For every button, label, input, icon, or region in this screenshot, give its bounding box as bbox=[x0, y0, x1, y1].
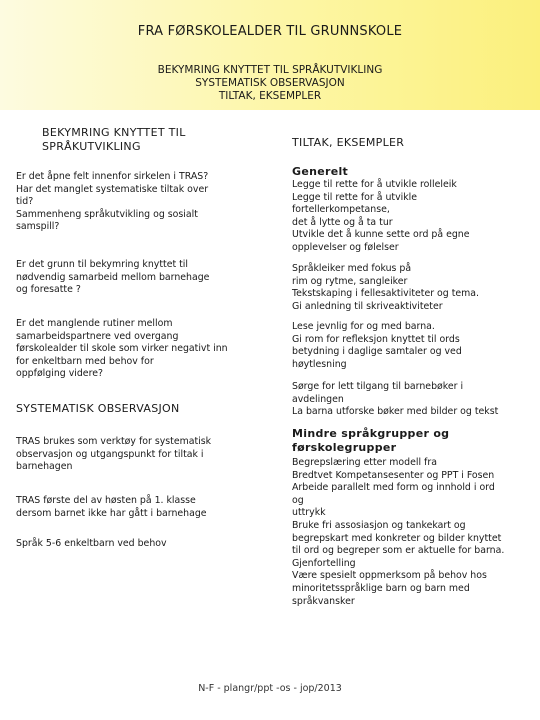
subtitle-line: SYSTEMATISK OBSERVASJON bbox=[195, 77, 345, 89]
generelt-heading: Generelt bbox=[292, 165, 349, 178]
measures-block: Legge til rette for å utvikle rolleleik Legge til rette for å utvikle fortellerkompetanse, det å lytte og å ta tur Utvikle det å kunne sette ord på egne opplevelser og følelser bbox=[292, 179, 470, 253]
observation-block: TRAS brukes som verktøy for systematisk observasjon og utgangspunkt for tiltak i barnehagen bbox=[16, 436, 212, 473]
concern-question-block: Er det manglende rutiner mellom samarbeidspartnere ved overgang førskolealder til skole som virker negativt inn for enkeltbarn med behov for oppfølging videre? bbox=[16, 318, 228, 380]
observation-block: TRAS første del av høsten på 1. klasse dersom barnet ikke har gått i barnehage bbox=[16, 495, 207, 519]
page-subtitle bbox=[0, 64, 540, 103]
right-column-heading: TILTAK, EKSEMPLER bbox=[292, 136, 405, 149]
groups-block: Begrepslæring etter modell fra Bredtvet Kompetansesenter og PPT i Fosen Arbeide parallelt med form og innhold i ord og uttrykk Bruke fri assosiasjon og tankekart og begrepskart med konkreter og bilder knyttet til ord og begreper som er aktuelle for barna. Gjenfortelling Være spesielt oppmerksom på behov hos minoritetsspråklige barn og barn med språkvansker bbox=[292, 457, 505, 607]
measures-block: Lese jevnlig for og med barna. Gi rom for refleksjon knyttet til ords betydning i daglige samtaler og ved høytlesning bbox=[292, 321, 462, 370]
groups-heading: Mindre språkgrupper og førskolegrupper bbox=[292, 427, 450, 454]
concern-question-block: Er det åpne felt innenfor sirkelen i TRAS? Har det manglet systematiske tiltak over tid? Sammenheng språkutvikling og sosialt samspill? bbox=[16, 171, 209, 233]
page-title: FRA FØRSKOLEALDER TIL GRUNNSKOLE bbox=[137, 24, 403, 39]
observation-block: Språk 5-6 enkeltbarn ved behov bbox=[16, 538, 167, 549]
observation-heading: SYSTEMATISK OBSERVASJON bbox=[16, 402, 180, 415]
concern-question-block: Er det grunn til bekymring knyttet til nødvendig samarbeid mellom barnehage og foresatte ? bbox=[16, 259, 210, 296]
subtitle-line: TILTAK, EKSEMPLER bbox=[218, 90, 322, 102]
subtitle-line: BEKYMRING KNYTTET TIL SPRÅKUTVIKLING bbox=[157, 64, 383, 76]
measures-block: Sørge for lett tilgang til barnebøker i avdelingen La barna utforske bøker med bilder og tekst bbox=[292, 381, 499, 418]
measures-block: Språkleiker med fokus på rim og rytme, sangleiker Tekstskaping i fellesaktiviteter og tema. Gi anledning til skriveaktiviteter bbox=[292, 263, 480, 312]
footer-credit: N-F - plangr/ppt -os - jop/2013 bbox=[198, 683, 342, 694]
left-column-heading: BEKYMRING KNYTTET TIL SPRÅKUTVIKLING bbox=[42, 126, 186, 153]
title-banner bbox=[0, 0, 540, 110]
